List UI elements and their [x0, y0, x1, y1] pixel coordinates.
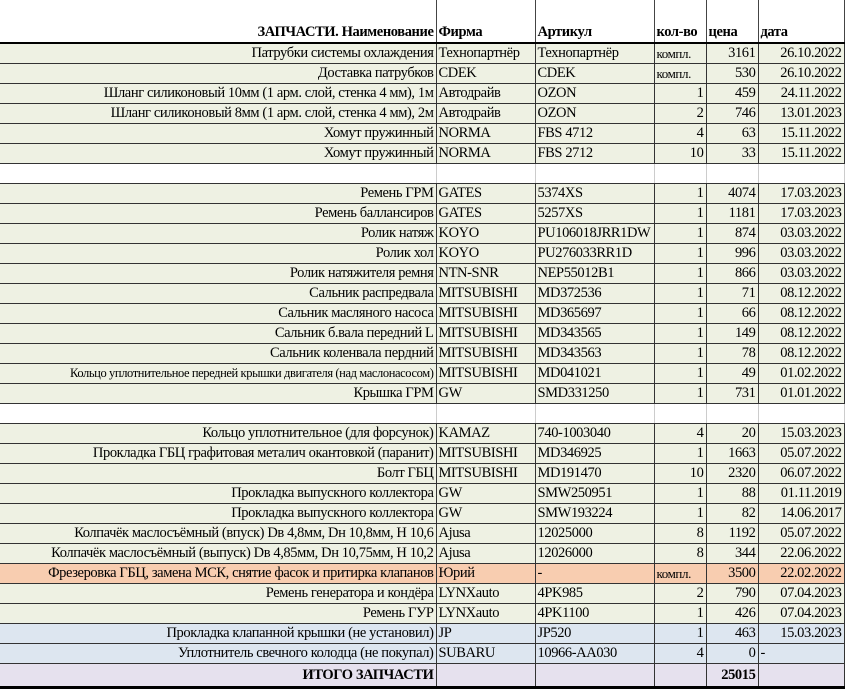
cell-article[interactable]: 10966-AA030 [535, 644, 654, 664]
cell-price[interactable]: 78 [706, 344, 758, 364]
cell-date[interactable]: 15.11.2022 [758, 124, 844, 144]
cell-firm[interactable]: KOYO [436, 224, 535, 244]
cell-qty[interactable]: 1 [654, 224, 706, 244]
cell-price[interactable]: 33 [706, 144, 758, 164]
cell[interactable] [654, 404, 706, 424]
cell-name[interactable]: Сальник распредвала [0, 284, 436, 304]
header-firm[interactable]: Фирма [436, 0, 535, 43]
cell-article[interactable]: 12026000 [535, 544, 654, 564]
cell-name[interactable]: Шланг силиконовый 10мм (1 арм. слой, стенка 4 мм), 1м [0, 84, 436, 104]
cell-name[interactable]: Ремень генератора и кондёра [0, 584, 436, 604]
cell-name[interactable]: Колпачёк маслосъёмный (выпуск) Dв 4,85мм, Dн 10,75мм, H 10,2 [0, 544, 436, 564]
cell-qty[interactable]: 8 [654, 544, 706, 564]
cell-firm[interactable]: MITSUBISHI [436, 364, 535, 384]
cell-qty[interactable]: 4 [654, 124, 706, 144]
cell-qty[interactable]: 1 [654, 504, 706, 524]
cell-name[interactable]: Прокладка ГБЦ графитовая металич окантовкой (паранит) [0, 444, 436, 464]
cell-date[interactable]: 08.12.2022 [758, 344, 844, 364]
cell-article[interactable]: MD191470 [535, 464, 654, 484]
cell-article[interactable]: 5374XS [535, 184, 654, 204]
cell-price[interactable]: 344 [706, 544, 758, 564]
cell-firm[interactable]: JP [436, 624, 535, 644]
cell-date[interactable]: 17.03.2023 [758, 204, 844, 224]
table-row [0, 304, 844, 324]
table-row [0, 324, 844, 344]
cell-price[interactable]: 88 [706, 484, 758, 504]
cell-price[interactable]: 149 [706, 324, 758, 344]
table-row [0, 604, 844, 624]
cell-qty[interactable]: 4 [654, 424, 706, 444]
cell-name[interactable]: Колпачёк маслосъёмный (впуск) Dв 4,8мм, Dн 10,8мм, H 10,6 [0, 524, 436, 544]
table-row [0, 124, 844, 144]
cell-date[interactable]: 26.10.2022 [758, 64, 844, 84]
cell-article[interactable]: 5257XS [535, 204, 654, 224]
table-row [0, 444, 844, 464]
cell-qty[interactable]: 1 [654, 244, 706, 264]
cell-date[interactable]: 03.03.2022 [758, 224, 844, 244]
table-row [0, 284, 844, 304]
cell-article[interactable]: 4PK985 [535, 584, 654, 604]
cell-firm[interactable]: MITSUBISHI [436, 324, 535, 344]
cell[interactable] [535, 664, 654, 688]
cell[interactable] [436, 164, 535, 184]
cell-name[interactable]: Уплотнитель свечного колодца (не покупал) [0, 644, 436, 664]
cell-article[interactable]: MD041021 [535, 364, 654, 384]
table-row [0, 624, 844, 644]
table-row [0, 544, 844, 564]
cell-date[interactable]: 08.12.2022 [758, 324, 844, 344]
cell-article[interactable]: 740-1003040 [535, 424, 654, 444]
blank-row [0, 164, 844, 184]
table-row [0, 204, 844, 224]
cell-firm[interactable]: Юрий [436, 564, 535, 584]
cell-firm[interactable]: GW [436, 484, 535, 504]
cell-qty[interactable]: 1 [654, 84, 706, 104]
table-row [0, 224, 844, 244]
cell-date[interactable]: 01.02.2022 [758, 364, 844, 384]
cell-firm[interactable]: Автодрайв [436, 84, 535, 104]
cell-article[interactable]: SMW250951 [535, 484, 654, 504]
table-row [0, 384, 844, 404]
cell-date[interactable]: 15.03.2023 [758, 424, 844, 444]
cell-price[interactable]: 866 [706, 264, 758, 284]
cell-qty[interactable]: 1 [654, 444, 706, 464]
cell[interactable] [0, 164, 436, 184]
cell-name[interactable]: Хомут пружинный [0, 144, 436, 164]
cell-qty[interactable]: 2 [654, 584, 706, 604]
header-date[interactable]: дата [758, 0, 844, 43]
cell-qty[interactable]: компл. [654, 64, 706, 84]
table-row [0, 484, 844, 504]
cell-firm[interactable]: GATES [436, 204, 535, 224]
cell-name[interactable]: Доставка патрубков [0, 64, 436, 84]
cell[interactable] [758, 664, 844, 688]
cell-price[interactable]: 20 [706, 424, 758, 444]
cell-name[interactable]: Ролик хол [0, 244, 436, 264]
cell-qty[interactable]: 8 [654, 524, 706, 544]
cell[interactable] [758, 164, 844, 184]
cell-qty[interactable]: 2 [654, 104, 706, 124]
cell-article[interactable]: NEP55012B1 [535, 264, 654, 284]
cell-qty[interactable]: 1 [654, 604, 706, 624]
cell-qty[interactable]: 1 [654, 384, 706, 404]
cell-date[interactable]: 06.07.2022 [758, 464, 844, 484]
cell-name[interactable]: Ролик натяжителя ремня [0, 264, 436, 284]
cell[interactable] [758, 404, 844, 424]
cell[interactable] [654, 164, 706, 184]
cell-price[interactable]: 82 [706, 504, 758, 524]
cell-date[interactable]: 08.12.2022 [758, 284, 844, 304]
cell[interactable] [535, 404, 654, 424]
table-row [0, 244, 844, 264]
cell-date[interactable]: 14.06.2017 [758, 504, 844, 524]
cell-firm[interactable]: LYNXauto [436, 584, 535, 604]
cell-price[interactable]: 1663 [706, 444, 758, 464]
cell-qty[interactable]: 1 [654, 324, 706, 344]
table-row [0, 524, 844, 544]
cell-date[interactable]: 22.02.2022 [758, 564, 844, 584]
cell-price[interactable]: 996 [706, 244, 758, 264]
cell-price[interactable]: 530 [706, 64, 758, 84]
cell-article[interactable]: SMW193224 [535, 504, 654, 524]
header-article[interactable]: Артикул [535, 0, 654, 43]
table-row [0, 364, 844, 384]
table-row [0, 644, 844, 664]
cell-qty[interactable]: 1 [654, 204, 706, 224]
cell-article[interactable]: SMD331250 [535, 384, 654, 404]
cell-article[interactable]: PU106018JRR1DW [535, 224, 654, 244]
cell-date[interactable]: 07.04.2023 [758, 604, 844, 624]
cell-article[interactable]: - [535, 564, 654, 584]
cell[interactable] [706, 404, 758, 424]
cell-price[interactable]: 66 [706, 304, 758, 324]
cell-name[interactable]: Сальник б.вала передний L [0, 324, 436, 344]
cell-article[interactable]: 4PK1100 [535, 604, 654, 624]
cell-article[interactable]: PU276033RR1D [535, 244, 654, 264]
cell-date[interactable]: 13.01.2023 [758, 104, 844, 124]
cell-firm[interactable]: GW [436, 384, 535, 404]
cell-article[interactable]: MD343563 [535, 344, 654, 364]
cell-qty[interactable]: 1 [654, 364, 706, 384]
cell-name[interactable]: Сальник масляного насоса [0, 304, 436, 324]
cell-date[interactable]: 03.03.2022 [758, 244, 844, 264]
table-row [0, 184, 844, 204]
cell-firm[interactable]: MITSUBISHI [436, 464, 535, 484]
cell-price[interactable]: 459 [706, 84, 758, 104]
cell-qty[interactable]: 4 [654, 644, 706, 664]
cell[interactable] [706, 164, 758, 184]
cell-date[interactable]: - [758, 644, 844, 664]
cell-firm[interactable]: Технопартнёр [436, 43, 535, 64]
cell-firm[interactable]: NORMA [436, 144, 535, 164]
cell-firm[interactable]: Ajusa [436, 524, 535, 544]
cell-firm[interactable]: MITSUBISHI [436, 284, 535, 304]
cell-price[interactable]: 1181 [706, 204, 758, 224]
cell[interactable] [436, 664, 535, 688]
header-qty[interactable]: кол-во [654, 0, 706, 43]
cell-date[interactable]: 01.01.2022 [758, 384, 844, 404]
cell-qty[interactable]: 1 [654, 264, 706, 284]
cell-name[interactable]: Сальник коленвала пердний [0, 344, 436, 364]
cell-name[interactable]: Прокладка клапанной крышки (не установил) [0, 624, 436, 644]
cell-firm[interactable]: Автодрайв [436, 104, 535, 124]
cell-name[interactable]: Прокладка выпускного коллектора [0, 484, 436, 504]
cell-article[interactable]: MD372536 [535, 284, 654, 304]
total-label[interactable]: ИТОГО ЗАПЧАСТИ [0, 664, 436, 688]
cell-date[interactable]: 26.10.2022 [758, 43, 844, 64]
table-row [0, 424, 844, 444]
table-row [0, 144, 844, 164]
cell-price[interactable]: 1192 [706, 524, 758, 544]
cell-price[interactable]: 426 [706, 604, 758, 624]
cell-name[interactable]: Ремень ГУР [0, 604, 436, 624]
cell-price[interactable]: 3500 [706, 564, 758, 584]
cell-price[interactable]: 731 [706, 384, 758, 404]
cell-name[interactable]: Хомут пружинный [0, 124, 436, 144]
cell-price[interactable]: 3161 [706, 43, 758, 64]
cell-price[interactable]: 4074 [706, 184, 758, 204]
cell-name[interactable]: Кольцо уплотнительное (для форсунок) [0, 424, 436, 444]
cell-article[interactable]: 12025000 [535, 524, 654, 544]
table-row [0, 43, 844, 64]
cell-qty[interactable]: компл. [654, 564, 706, 584]
cell-price[interactable]: 874 [706, 224, 758, 244]
cell-date[interactable]: 05.07.2022 [758, 524, 844, 544]
cell-article[interactable]: MD365697 [535, 304, 654, 324]
header-name[interactable]: ЗАПЧАСТИ. Наименование [0, 0, 436, 43]
cell-date[interactable]: 07.04.2023 [758, 584, 844, 604]
cell-firm[interactable]: MITSUBISHI [436, 444, 535, 464]
cell-firm[interactable]: CDEK [436, 64, 535, 84]
total-price[interactable]: 25015 [706, 664, 758, 688]
cell-name[interactable]: Кольцо уплотнительное передней крышки двигателя (над маслонасосом) [0, 364, 436, 384]
cell-article[interactable]: MD346925 [535, 444, 654, 464]
table-row [0, 464, 844, 484]
cell-firm[interactable]: KAMAZ [436, 424, 535, 444]
cell-date[interactable]: 17.03.2023 [758, 184, 844, 204]
cell-date[interactable]: 08.12.2022 [758, 304, 844, 324]
table-row [0, 104, 844, 124]
cell-name[interactable]: Патрубки системы охлаждения [0, 43, 436, 64]
cell-name[interactable]: Фрезеровка ГБЦ, замена МСК, снятие фасок и притирка клапанов [0, 564, 436, 584]
cell-price[interactable]: 790 [706, 584, 758, 604]
cell-date[interactable]: 03.03.2022 [758, 264, 844, 284]
cell-firm[interactable]: MITSUBISHI [436, 304, 535, 324]
cell[interactable] [436, 404, 535, 424]
table-row [0, 564, 844, 584]
cell-article[interactable]: MD343565 [535, 324, 654, 344]
cell-article[interactable]: OZON [535, 84, 654, 104]
cell-article[interactable]: Технопартнёр [535, 43, 654, 64]
cell-price[interactable]: 71 [706, 284, 758, 304]
cell-name[interactable]: Прокладка выпускного коллектора [0, 504, 436, 524]
cell-qty[interactable]: 1 [654, 344, 706, 364]
cell-price[interactable]: 463 [706, 624, 758, 644]
cell-firm[interactable]: NTN-SNR [436, 264, 535, 284]
cell-qty[interactable]: 10 [654, 464, 706, 484]
table-row [0, 264, 844, 284]
cell-name[interactable]: Болт ГБЦ [0, 464, 436, 484]
table-row [0, 64, 844, 84]
cell-qty[interactable]: 1 [654, 284, 706, 304]
cell-date[interactable]: 22.06.2022 [758, 544, 844, 564]
cell-firm[interactable]: SUBARU [436, 644, 535, 664]
cell-price[interactable]: 49 [706, 364, 758, 384]
cell-price[interactable]: 746 [706, 104, 758, 124]
cell-name[interactable]: Ролик натяж [0, 224, 436, 244]
cell-firm[interactable]: MITSUBISHI [436, 344, 535, 364]
cell-firm[interactable]: KOYO [436, 244, 535, 264]
cell-date[interactable]: 24.11.2022 [758, 84, 844, 104]
cell-name[interactable]: Шланг силиконовый 8мм (1 арм. слой, стенка 4 мм), 2м [0, 104, 436, 124]
cell-firm[interactable]: GATES [436, 184, 535, 204]
cell-qty[interactable]: 10 [654, 144, 706, 164]
header-row [0, 0, 844, 43]
cell-date[interactable]: 15.03.2023 [758, 624, 844, 644]
cell-firm[interactable]: GW [436, 504, 535, 524]
cell[interactable] [535, 164, 654, 184]
cell-firm[interactable]: NORMA [436, 124, 535, 144]
blank-row [0, 404, 844, 424]
cell-firm[interactable]: Ajusa [436, 544, 535, 564]
cell-qty[interactable]: компл. [654, 43, 706, 64]
cell-price[interactable]: 0 [706, 644, 758, 664]
cell-qty[interactable]: 1 [654, 184, 706, 204]
cell-date[interactable]: 15.11.2022 [758, 144, 844, 164]
cell-article[interactable]: FBS 4712 [535, 124, 654, 144]
table-row [0, 84, 844, 104]
cell-article[interactable]: FBS 2712 [535, 144, 654, 164]
cell[interactable] [0, 404, 436, 424]
cell-date[interactable]: 05.07.2022 [758, 444, 844, 464]
cell-name[interactable]: Крышка ГРМ [0, 384, 436, 404]
table-row [0, 504, 844, 524]
cell-qty[interactable]: 1 [654, 304, 706, 324]
header-price[interactable]: цена [706, 0, 758, 43]
cell-qty[interactable]: 1 [654, 484, 706, 504]
total-row [0, 664, 844, 688]
cell-article[interactable]: OZON [535, 104, 654, 124]
cell-name[interactable]: Ремень баллансиров [0, 204, 436, 224]
cell-name[interactable]: Ремень ГРМ [0, 184, 436, 204]
cell[interactable] [654, 664, 706, 688]
cell-article[interactable]: CDEK [535, 64, 654, 84]
table-row [0, 584, 844, 604]
cell-qty[interactable]: 1 [654, 624, 706, 644]
cell-date[interactable]: 01.11.2019 [758, 484, 844, 504]
cell-firm[interactable]: LYNXauto [436, 604, 535, 624]
cell-price[interactable]: 63 [706, 124, 758, 144]
cell-price[interactable]: 2320 [706, 464, 758, 484]
table-row [0, 344, 844, 364]
cell-article[interactable]: JP520 [535, 624, 654, 644]
